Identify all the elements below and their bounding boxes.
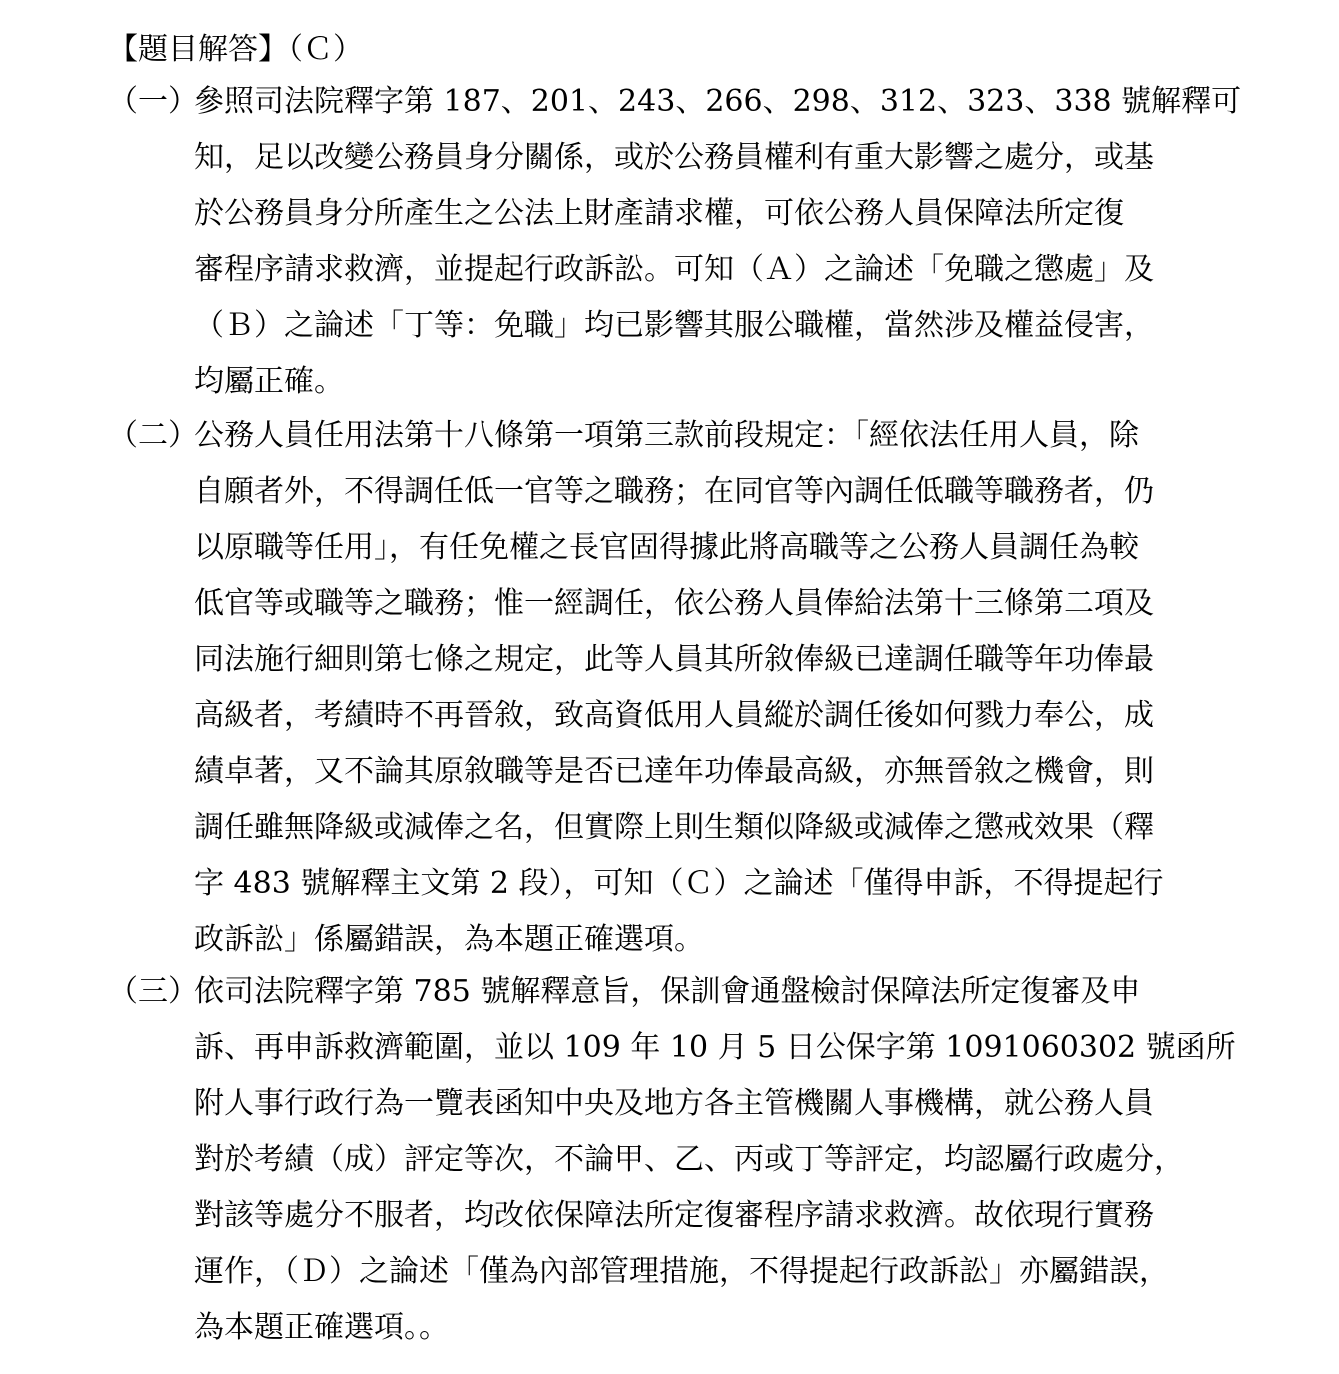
text-line: 高級者，考績時不再晉敘，致高資低用人員縱於調任後如何戮力奉公，成 <box>194 698 1154 733</box>
section-three <box>108 964 1268 1356</box>
text-line: 低官等或職等之職務；惟一經調任，依公務人員俸給法第十三條第二項及 <box>194 586 1154 621</box>
text-line: 訴、再申訴救濟範圍，並以 109 年 10 月 5 日公保字第 1091060302 號函所 <box>194 1030 1236 1065</box>
text-line: 為本題正確選項。。 <box>194 1310 449 1345</box>
answer-heading: 【題目解答】（Ｃ） <box>108 32 363 67</box>
text-line: 均屬正確。 <box>194 364 344 399</box>
text-line: 對該等處分不服者，均改依保障法所定復審程序請求救濟。故依現行實務 <box>194 1198 1154 1233</box>
section-marker: （二） <box>108 418 198 453</box>
section-one <box>108 74 1268 410</box>
text-line: 參照司法院釋字第 187、201、243、266、298、312、323、338 號解釋可 <box>194 84 1242 119</box>
text-line: 運作，（Ｄ）之論述「僅為內部管理措施，不得提起行政訴訟」亦屬錯誤， <box>194 1254 1169 1289</box>
text-line: 政訴訟」係屬錯誤，為本題正確選項。 <box>194 922 704 957</box>
text-line: 績卓著，又不論其原敘職等是否已達年功俸最高級，亦無晉敘之機會，則 <box>194 754 1154 789</box>
text-line: 於公務員身分所產生之公法上財產請求權，可依公務人員保障法所定復 <box>194 196 1124 231</box>
text-line: （Ｂ）之論述「丁等：免職」均已影響其服公職權，當然涉及權益侵害， <box>194 308 1154 343</box>
text-line: 調任雖無降級或減俸之名，但實際上則生類似降級或減俸之懲戒效果（釋 <box>194 810 1154 845</box>
text-line: 知，足以改變公務員身分關係，或於公務員權利有重大影響之處分，或基 <box>194 140 1154 175</box>
section-two <box>108 408 1268 968</box>
text-line: 同法施行細則第七條之規定，此等人員其所敘俸級已達調任職等年功俸最 <box>194 642 1154 677</box>
text-line: 以原職等任用」，有任免權之長官固得據此將高職等之公務人員調任為較 <box>194 530 1139 565</box>
text-line: 對於考績（成）評定等次，不論甲、乙、丙或丁等評定，均認屬行政處分， <box>194 1142 1184 1177</box>
text-line: 自願者外，不得調任低一官等之職務；在同官等內調任低職等職務者，仍 <box>194 474 1154 509</box>
section-marker: （一） <box>108 84 198 119</box>
section-marker: （三） <box>108 974 198 1009</box>
text-line: 字 483 號解釋主文第 2 段），可知（Ｃ）之論述「僅得申訴，不得提起行 <box>194 866 1164 901</box>
text-line: 公務人員任用法第十八條第一項第三款前段規定：「經依法任用人員，除 <box>194 418 1139 453</box>
text-line: 依司法院釋字第 785 號解釋意旨，保訓會通盤檢討保障法所定復審及申 <box>194 974 1141 1009</box>
text-line: 附人事行政行為一覽表函知中央及地方各主管機關人事機構，就公務人員 <box>194 1086 1154 1121</box>
text-line: 審程序請求救濟，並提起行政訴訟。可知（Ａ）之論述「免職之懲處」及 <box>194 252 1154 287</box>
